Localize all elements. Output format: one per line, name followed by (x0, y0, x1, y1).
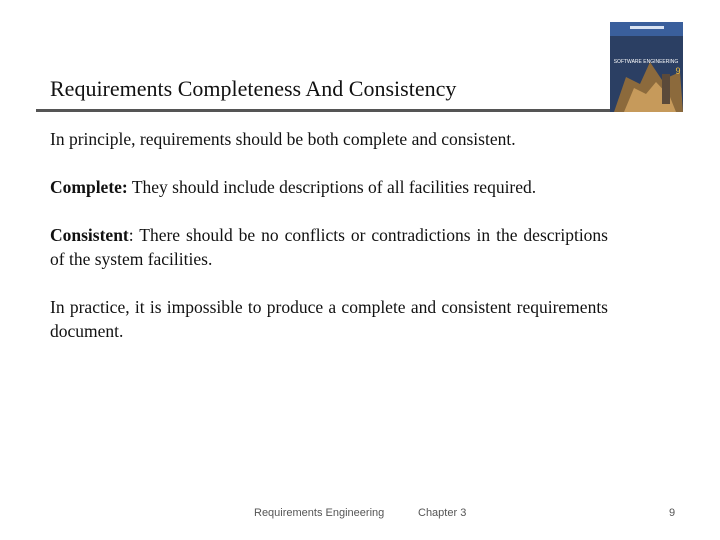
complete-definition: They should include descriptions of all facilities required. (127, 177, 537, 197)
cover-title-text: SOFTWARE ENGINEERING (613, 59, 679, 65)
slide-title: Requirements Completeness And Consistency (50, 76, 457, 101)
paragraph-practice (50, 295, 608, 343)
paragraph-consistent (50, 223, 608, 271)
cover-figure (662, 74, 670, 104)
paragraph-complete (50, 175, 608, 199)
consistent-definition: : There should be no conflicts or contradictions in the descriptions of the system facilities. (50, 225, 608, 269)
paragraph-practice-text: In practice, it is impossible to produce a complete and consistent requirements document. (50, 297, 608, 341)
paragraph-principle-text: In principle, requirements should be both complete and consistent. (50, 129, 516, 149)
term-consistent: Consistent (50, 225, 129, 245)
paragraph-principle (50, 127, 608, 151)
term-complete: Complete: (50, 177, 128, 197)
book-cover-image (610, 22, 683, 112)
cover-edition-number: 9 (675, 66, 681, 76)
footer-course-name: Requirements Engineering (254, 507, 385, 519)
footer-chapter: Chapter 3 (418, 507, 467, 519)
title-divider (36, 109, 610, 112)
cover-author-band (630, 26, 664, 29)
footer-page-number: 9 (669, 507, 676, 519)
